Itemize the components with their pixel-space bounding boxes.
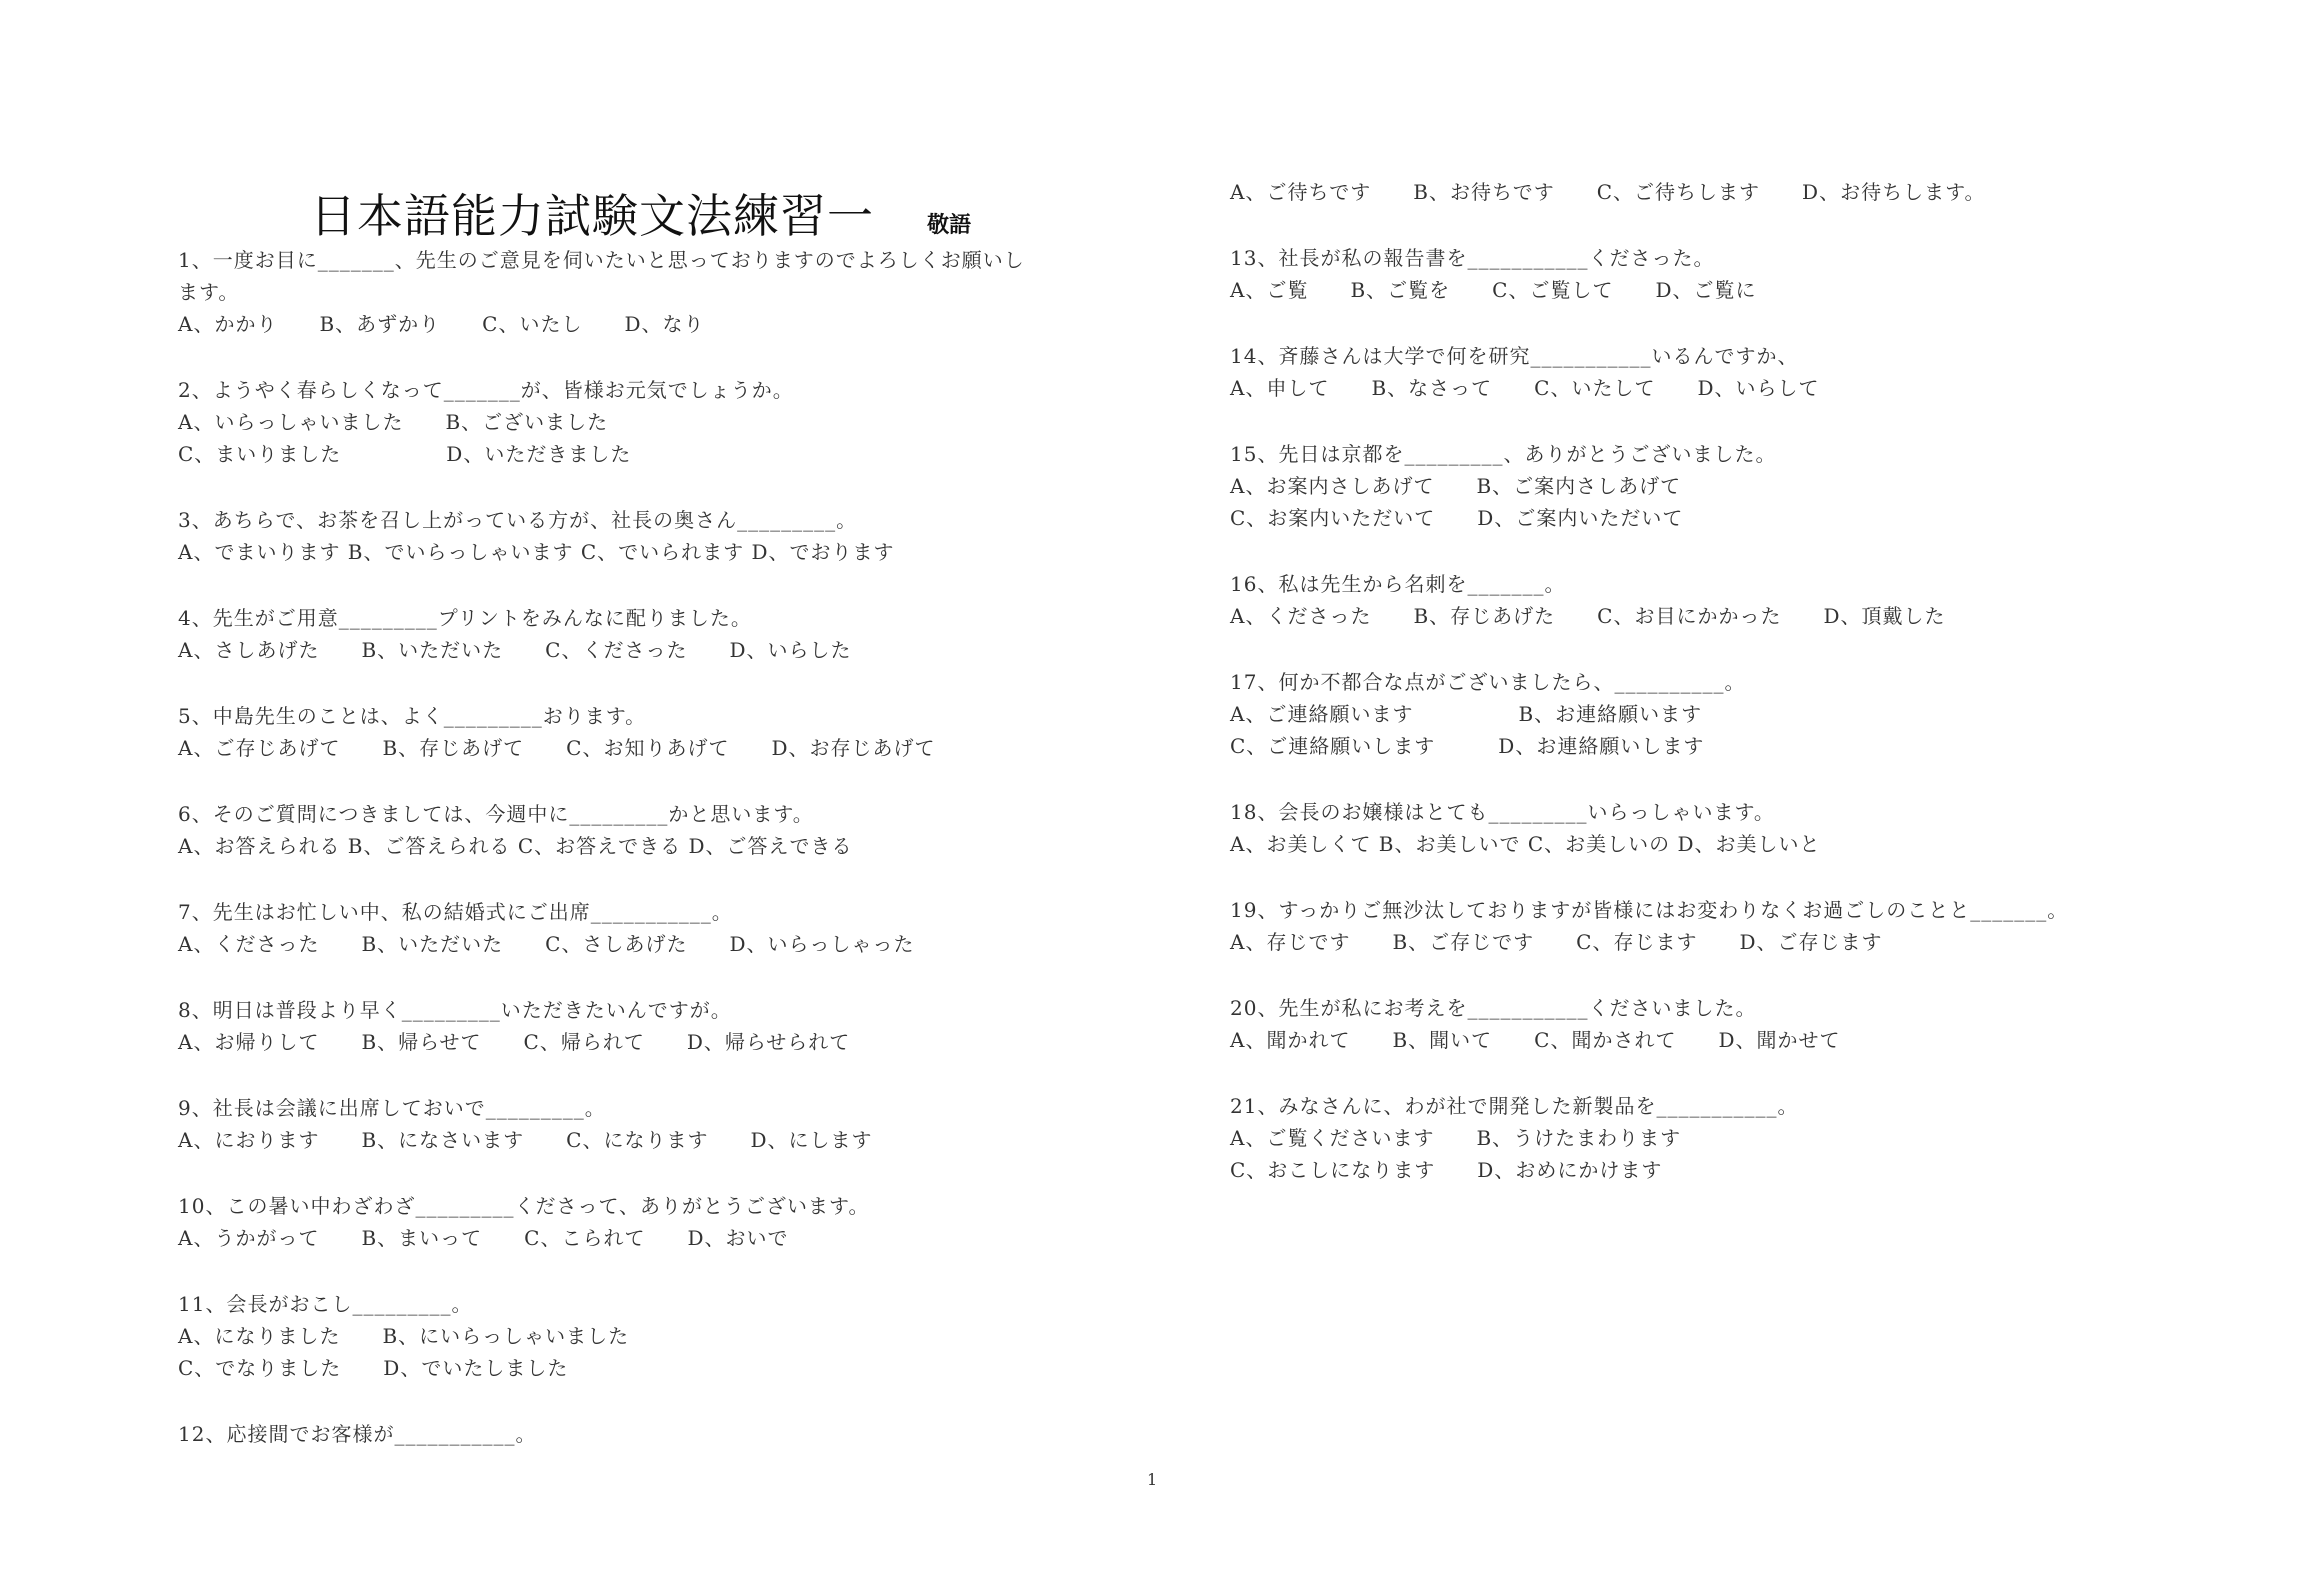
question-8-text: 8、明日は普段より早く_________いただきたいんですが。 — [178, 998, 732, 1022]
question-4-text: 4、先生がご用意_________プリントをみんなに配りました。 — [178, 606, 752, 630]
question-2-options-ab: A、いらっしゃいました B、ございました — [178, 410, 609, 434]
question-3-text: 3、あちらで、お茶を召し上がっている方が、社長の奥さん_________。 — [178, 508, 858, 532]
question-12-options: A、ご待ちです B、お待ちです C、ご待ちします D、お待ちします。 — [1230, 180, 1986, 204]
question-14-options: A、申して B、なさって C、いたして D、いらして — [1230, 376, 1820, 400]
question-21-options-ab: A、ご覧くださいます B、うけたまわります — [1230, 1126, 1682, 1150]
question-3-options: A、でまいります B、でいらっしゃいます C、でいられます D、でおります — [178, 540, 895, 564]
question-11-options-ab: A、になりました B、にいらっしゃいました — [178, 1324, 630, 1348]
question-16-options: A、くださった B、存じあげた C、お目にかかった D、頂戴した — [1230, 604, 1946, 628]
question-15-options-cd: C、お案内いただいて D、ご案内いただいて — [1230, 506, 1684, 530]
question-20-options: A、聞かれて B、聞いて C、聞かされて D、聞かせて — [1230, 1028, 1841, 1052]
question-19-options: A、存じです B、ご存じです C、存じます D、ご存じます — [1230, 930, 1883, 954]
question-1-options: A、かかり B、あずかり C、いたし D、なり — [178, 312, 705, 336]
question-5-text: 5、中島先生のことは、よく_________おります。 — [178, 704, 647, 728]
question-21-options-cd: C、おこしになります D、おめにかけます — [1230, 1158, 1663, 1182]
question-18-options: A、お美しくて B、お美しいで C、お美しいの D、お美しいと — [1230, 832, 1821, 856]
question-12-text: 12、応接間でお客様が___________。 — [178, 1422, 537, 1446]
question-13-text: 13、社長が私の報告書を___________くださった。 — [1230, 246, 1715, 270]
question-4-options: A、さしあげた B、いただいた C、くださった D、いらした — [178, 638, 852, 662]
question-9-text: 9、社長は会議に出席しておいで_________。 — [178, 1096, 606, 1120]
page-number: 1 — [1147, 1470, 1158, 1489]
question-13-options: A、ご覧 B、ご覧を C、ご覧して D、ご覧に — [1230, 278, 1757, 302]
question-17-options-ab: A、ご連絡願います B、お連絡願います — [1230, 702, 1703, 726]
question-11-text: 11、会長がおこし_________。 — [178, 1292, 473, 1316]
question-8-options: A、お帰りして B、帰らせて C、帰られて D、帰らせられて — [178, 1030, 851, 1054]
question-11-options-cd: C、でなりました D、でいたしました — [178, 1356, 569, 1380]
title-row — [310, 180, 971, 246]
question-16-text: 16、私は先生から名刺を_______。 — [1230, 572, 1566, 596]
question-9-options: A、におります B、になさいます C、になります D、にします — [178, 1128, 873, 1152]
question-19-text: 19、すっかりご無沙汰しておりますが皆様にはお変わりなくお過ごしのことと_______。 — [1230, 898, 2069, 922]
question-7-options: A、くださった B、いただいた C、さしあげた D、いらっしゃった — [178, 932, 915, 956]
question-17-text: 17、何か不都合な点がございましたら、__________。 — [1230, 670, 1746, 694]
question-1-text: 1、一度お目に_______、先生のご意見を伺いたいと思っておりますのでよろしくお願いし — [178, 248, 1025, 272]
page-subtitle: 敬語 — [927, 213, 972, 238]
question-15-text: 15、先日は京都を_________、ありがとうございました。 — [1230, 442, 1777, 466]
question-14-text: 14、斉藤さんは大学で何を研究___________いるんですか、 — [1230, 344, 1799, 368]
question-10-text: 10、この暑い中わざわざ_________くださって、ありがとうございます。 — [178, 1194, 870, 1218]
question-6-text: 6、そのご質問につきましては、今週中に_________かと思います。 — [178, 802, 814, 826]
question-17-options-cd: C、ご連絡願いします D、お連絡願いします — [1230, 734, 1705, 758]
question-18-text: 18、会長のお嬢様はとても_________いらっしゃいます。 — [1230, 800, 1775, 824]
page-title: 日本語能力試験文法練習一 — [310, 189, 874, 243]
question-2-options-cd: C、まいりました D、いただきました — [178, 442, 632, 466]
question-6-options: A、お答えられる B、ご答えられる C、お答えできる D、ご答えできる — [178, 834, 853, 858]
question-15-options-ab: A、お案内さしあげて B、ご案内さしあげて — [1230, 474, 1682, 498]
question-10-options: A、うかがって B、まいって C、こられて D、おいで — [178, 1226, 789, 1250]
question-5-options: A、ご存じあげて B、存じあげて C、お知りあげて D、お存じあげて — [178, 736, 936, 760]
question-20-text: 20、先生が私にお考えを___________くださいました。 — [1230, 996, 1757, 1020]
question-2-text: 2、ようやく春らしくなって_______が、皆様お元気でしょうか。 — [178, 378, 794, 402]
question-7-text: 7、先生はお忙しい中、私の結婚式にご出席___________。 — [178, 900, 733, 924]
question-1-text-cont: ます。 — [178, 280, 240, 304]
question-21-text: 21、みなさんに、わが社で開発した新製品を___________。 — [1230, 1094, 1799, 1118]
